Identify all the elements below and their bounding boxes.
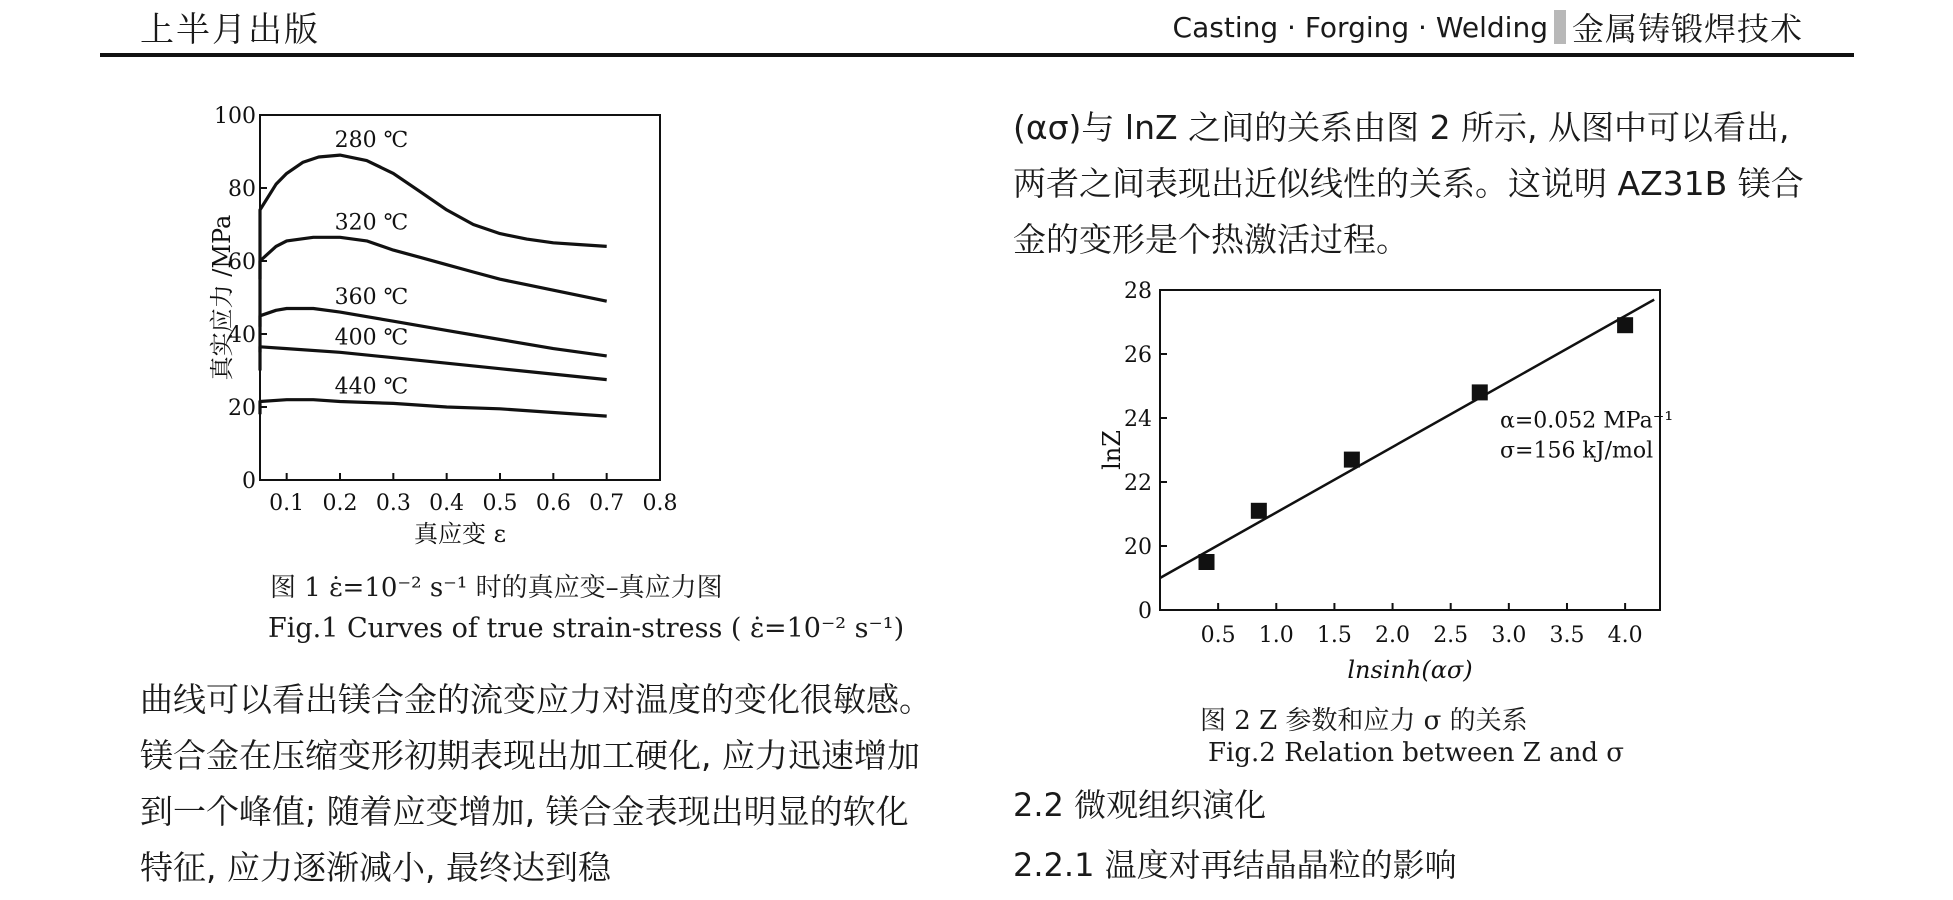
- data-point: [1251, 503, 1267, 519]
- series-label-2: 320 ℃: [334, 210, 409, 236]
- x-tick-label: 0.5: [482, 491, 518, 516]
- plot-frame: [260, 115, 660, 480]
- data-point: [1344, 452, 1360, 468]
- x-tick-label: 1.0: [1258, 623, 1294, 648]
- y-tick-label: 20: [1124, 535, 1152, 560]
- journal-title: [1173, 4, 1803, 50]
- x-tick-label: 0.4: [429, 491, 465, 516]
- annotation-sigma: σ=156 kJ/mol: [1500, 438, 1654, 464]
- y-tick-label: 40: [228, 323, 256, 348]
- y-tick-label: 60: [228, 250, 256, 275]
- y-tick-label: 0: [1138, 599, 1152, 624]
- series-line-4: [260, 347, 607, 380]
- y-tick-label: 28: [1124, 279, 1152, 304]
- figure-1-chart: [208, 100, 860, 560]
- journal-title-cn: 金属铸锻焊技术: [1571, 10, 1803, 48]
- x-tick-label: 3.0: [1491, 623, 1527, 648]
- x-tick-label: 0.8: [642, 491, 678, 516]
- y-axis-label: lnZ: [1098, 430, 1126, 470]
- series-label-5: 440 ℃: [334, 374, 409, 400]
- header-left: 上半月出版: [140, 10, 320, 50]
- y-tick-label: 20: [228, 396, 256, 421]
- y-axis-label: 真实应力 /MPa: [208, 214, 236, 381]
- header-divider-bar: [1554, 10, 1566, 44]
- series-line-5: [260, 400, 607, 416]
- y-tick-label: 26: [1124, 343, 1152, 368]
- x-axis-label: lnsinh(ασ): [1347, 656, 1473, 684]
- data-point: [1617, 317, 1633, 333]
- figure-1-caption-cn: 图 1 ε̇=10⁻² s⁻¹ 时的真应变–真应力图: [270, 573, 723, 603]
- y-tick-label: 24: [1124, 407, 1152, 432]
- journal-title-en: Casting · Forging · Welding: [1172, 10, 1548, 44]
- paragraph-right: (ασ)与 lnZ 之间的关系由图 2 所示, 从图中可以看出, 两者之间表现出近似线性的关系。这说明 AZ31B 镁合金的变形是个热激活过程。: [1013, 108, 1804, 259]
- figure-2-caption-en: Fig.2 Relation between Z and σ: [1208, 738, 1625, 768]
- section-heading-2-2-1: 2.2.1 温度对再结晶晶粒的影响: [1013, 846, 1457, 884]
- figure-1-caption-en: Fig.1 Curves of true strain-stress ( ε̇=10⁻² s⁻¹): [268, 613, 905, 644]
- figure-2-caption-cn: 图 2 Z 参数和应力 σ 的关系: [1200, 706, 1528, 736]
- series-line-2: [260, 237, 607, 326]
- x-tick-label: 4.0: [1607, 623, 1643, 648]
- x-tick-label: 0.7: [589, 491, 625, 516]
- data-point: [1199, 554, 1215, 570]
- figure-2-chart: [1080, 275, 1680, 695]
- header-rule: [100, 53, 1854, 57]
- y-tick-label: 100: [214, 104, 256, 129]
- x-tick-label: 0.1: [269, 491, 305, 516]
- paragraph-left: 曲线可以看出镁合金的流变应力对温度的变化很敏感。镁合金在压缩变形初期表现出加工硬化, 应力迅速增加到一个峰值; 随着应变增加, 镁合金表现出明显的软化特征, 应力逐渐减小, 最终达到稳: [140, 680, 932, 887]
- series-label-3: 360 ℃: [334, 285, 409, 311]
- series-label-4: 400 ℃: [334, 325, 409, 351]
- section-heading-2-2: 2.2 微观组织演化: [1013, 786, 1267, 824]
- x-tick-label: 0.3: [375, 491, 411, 516]
- x-tick-label: 0.5: [1200, 623, 1236, 648]
- annotation-alpha: α=0.052 MPa⁻¹: [1500, 408, 1674, 434]
- x-tick-label: 3.5: [1549, 623, 1585, 648]
- data-point: [1472, 384, 1488, 400]
- y-tick-label: 22: [1124, 471, 1152, 496]
- x-tick-label: 0.6: [535, 491, 571, 516]
- x-tick-label: 2.0: [1375, 623, 1411, 648]
- x-tick-label: 0.2: [322, 491, 358, 516]
- x-tick-label: 1.5: [1316, 623, 1352, 648]
- x-axis-label: 真应变 ε: [413, 520, 507, 548]
- x-tick-label: 2.5: [1433, 623, 1469, 648]
- series-label-1: 280 ℃: [334, 128, 409, 154]
- y-tick-label: 80: [228, 177, 256, 202]
- y-tick-label: 0: [242, 469, 256, 494]
